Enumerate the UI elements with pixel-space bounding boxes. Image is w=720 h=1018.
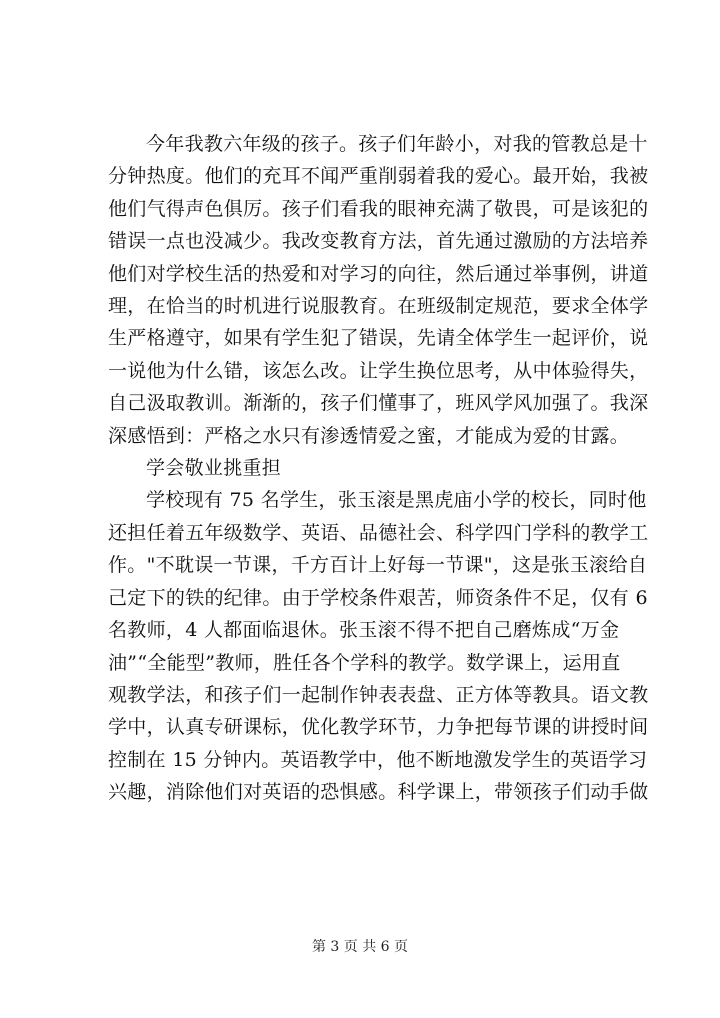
text-line: 学中，认真专研课标，优化教学环节，力争把每节课的讲授时间 [108, 716, 649, 739]
text-line: 还担任着五年级数学、英语、品德社会、科学四门学科的教学工 [108, 521, 649, 544]
text-line: 观教学法，和孩子们一起制作钟表表盘、正方体等教具。语文教 [108, 683, 649, 706]
text-line: 控制在 15 分钟内。英语教学中，他不断地激发学生的英语学习 [108, 748, 648, 771]
heading-text: 学会敬业挑重担 [146, 457, 282, 480]
text-line: 学校现有 75 名学生，张玉滚是黑虎庙小学的校长，同时他 [146, 489, 647, 512]
text-line: 兴趣，消除他们对英语的恐惧感。科学课上，带领孩子们动手做 [108, 781, 649, 804]
text-line: 生严格遵守，如果有学生犯了错误，先请全体学生一起评价，说 [108, 327, 649, 350]
text-line: 油”“全能型”教师，胜任各个学科的教学。数学课上，运用直 [108, 651, 621, 674]
paragraph-school-duties [108, 484, 649, 808]
text-line: 今年我教六年级的孩子。孩子们年龄小，对我的管教总是十 [146, 133, 648, 155]
text-line: 己定下的铁的纪律。由于学校条件艰苦，师资条件不足，仅有 6 [108, 586, 648, 609]
text-line: 错误一点也没减少。我改变教育方法，首先通过激励的方法培养 [108, 230, 649, 253]
text-line: 理，在恰当的时机进行说服教育。在班级制定规范，要求全体学 [108, 295, 649, 318]
text-line: 他们气得声色俱厉。孩子们看我的眼神充满了敬畏，可是该犯的 [108, 197, 649, 220]
text-line: 名教师，4 人都面临退休。张玉滚不得不把自己磨炼成“万金 [108, 619, 620, 642]
paragraph-teaching-method [108, 128, 649, 452]
page-footer [0, 938, 720, 956]
page-number: 第 3 页 共 6 页 [311, 939, 409, 955]
section-heading [108, 452, 634, 484]
text-line: 他们对学校生活的热爱和对学习的向往，然后通过举事例，讲道 [108, 262, 649, 285]
document-body [108, 128, 649, 809]
text-line: 自己汲取教训。渐渐的，孩子们懂事了，班风学风加强了。我深 [108, 392, 649, 415]
text-line: 分钟热度。他们的充耳不闻严重削弱着我的爱心。最开始，我被 [108, 165, 649, 188]
text-line: 作。"不耽误一节课，千方百计上好每一节课"，这是张玉滚给自 [108, 554, 648, 577]
text-line: 深感悟到：严格之水只有渗透情爱之蜜，才能成为爱的甘露。 [108, 424, 630, 447]
text-line: 一说他为什么错，该怎么改。让学生换位思考，从中体验得失， [108, 359, 649, 382]
